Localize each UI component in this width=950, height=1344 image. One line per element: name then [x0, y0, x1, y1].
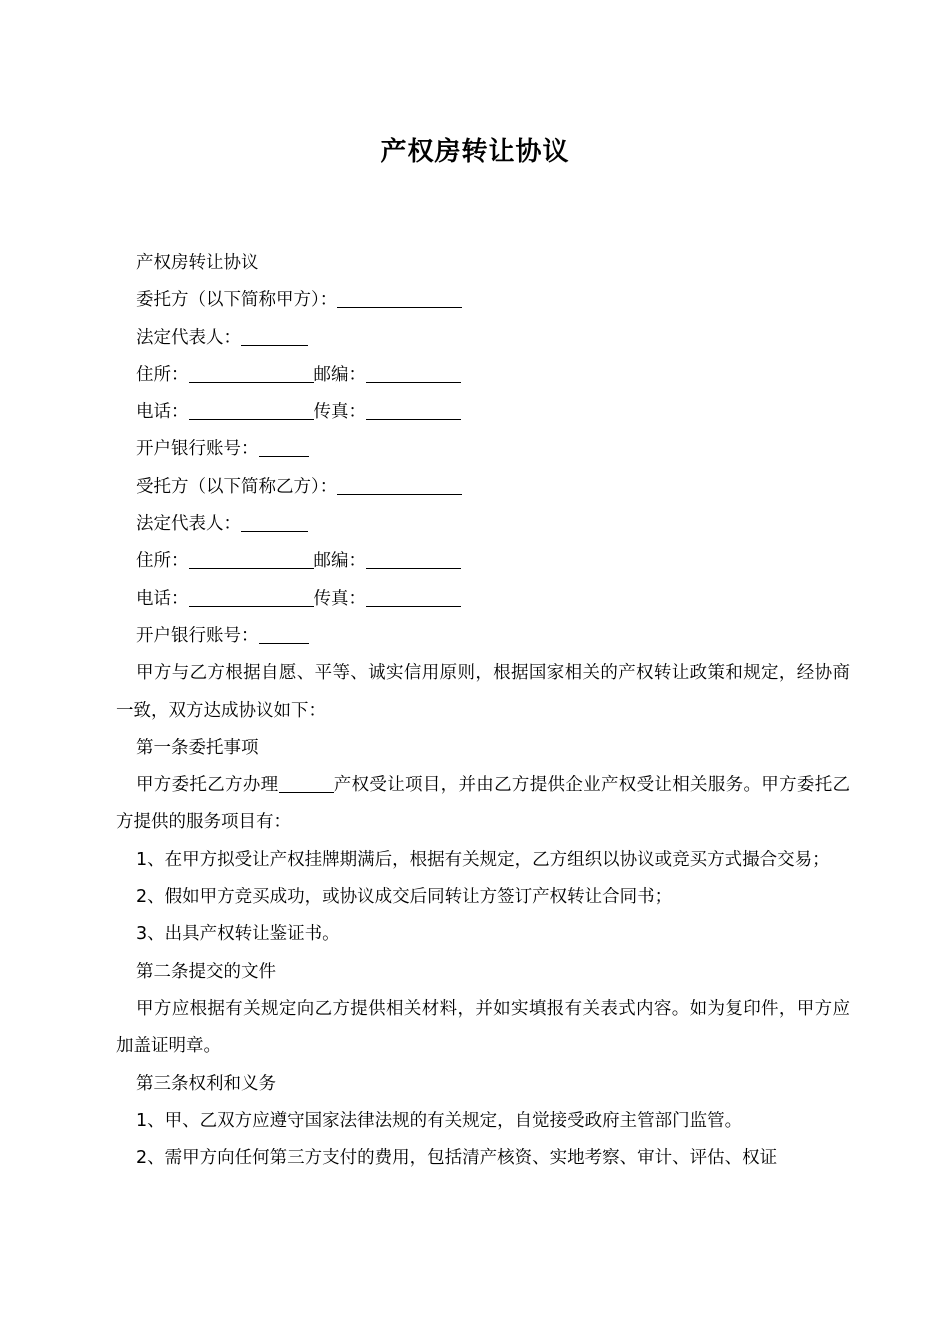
article-3-item-2: 2、需甲方向任何第三方支付的费用，包括清产核资、实地考察、审计、评估、权证: [136, 1148, 778, 1169]
party-a-address-label: 住所：: [136, 364, 189, 385]
party-b-postcode-blank: [366, 548, 461, 569]
party-a-rep-line: [116, 320, 850, 357]
party-a-postcode-label: 邮编：: [313, 364, 366, 385]
party-b-address-line: [116, 543, 850, 580]
article-2-heading: 第二条提交的文件: [136, 961, 276, 982]
article-1-text-before: 甲方委托乙方办理: [136, 775, 279, 796]
party-b-name-blank: [337, 474, 462, 495]
party-b-phone-blank: [189, 586, 314, 607]
party-b-phone-line: [116, 581, 850, 618]
party-a-bank-blank: [259, 436, 309, 457]
preamble-paragraph: 甲方与乙方根据自愿、平等、诚实信用原则，根据国家相关的产权转让政策和规定，经协商一致，双方达成协议如下：: [116, 663, 850, 721]
party-a-postcode-blank: [366, 362, 461, 383]
party-a-bank-label: 开户银行账号：: [136, 439, 259, 460]
party-b-intro-line: [116, 469, 850, 506]
party-a-fax-label: 传真：: [313, 402, 366, 423]
party-b-fax-label: 传真：: [313, 588, 366, 609]
party-b-rep-blank: [241, 511, 308, 532]
party-b-fax-blank: [366, 586, 461, 607]
party-a-address-blank: [189, 362, 314, 383]
party-b-bank-blank: [259, 623, 309, 644]
party-a-fax-blank: [366, 399, 461, 420]
article-1-paragraph: [116, 767, 850, 842]
article-1-heading: 第一条委托事项: [136, 737, 259, 758]
party-b-intro-label: 受托方（以下简称乙方）：: [136, 476, 338, 497]
party-a-intro-label: 委托方（以下简称甲方）：: [136, 290, 338, 311]
document-title: 产权房转让协议: [380, 137, 570, 167]
article-1-item-1: 1、在甲方拟受让产权挂牌期满后，根据有关规定，乙方组织以协议或竞买方式撮合交易；: [136, 849, 830, 870]
party-b-phone-label: 电话：: [136, 588, 189, 609]
article-2-paragraph: 甲方应根据有关规定向乙方提供相关材料，并如实填报有关表式内容。如为复印件，甲方应加盖证明章。: [116, 998, 850, 1057]
party-a-rep-blank: [241, 325, 308, 346]
document-heading: 产权房转让协议: [136, 253, 259, 273]
party-a-phone-label: 电话：: [136, 402, 189, 423]
article-1-text-after: 产权受让项目，并由乙方提供企业产权受让相关服务。甲方委托乙方提供的服务项目有：: [116, 775, 851, 833]
party-b-postcode-label: 邮编：: [313, 551, 366, 572]
party-b-bank-label: 开户银行账号：: [136, 625, 259, 646]
party-a-rep-label: 法定代表人：: [136, 327, 241, 348]
party-b-rep-line: [116, 506, 850, 543]
party-b-rep-label: 法定代表人：: [136, 514, 241, 535]
article-3-item-1: 1、甲、乙双方应遵守国家法律法规的有关规定，自觉接受政府主管部门监管。: [136, 1110, 743, 1131]
party-a-intro-line: [116, 282, 850, 319]
document-body: [116, 245, 850, 1177]
article-1-item-2: 2、假如甲方竞买成功，或协议成交后同转让方签订产权转让合同书；: [136, 887, 673, 908]
party-b-bank-line: [116, 618, 850, 655]
party-a-phone-line: [116, 394, 850, 431]
article-3-heading: 第三条权利和义务: [136, 1073, 276, 1094]
party-a-phone-blank: [189, 399, 314, 420]
party-a-bank-line: [116, 431, 850, 468]
party-b-address-blank: [189, 548, 314, 569]
party-a-name-blank: [337, 287, 462, 308]
party-a-address-line: [116, 357, 850, 394]
party-b-address-label: 住所：: [136, 551, 189, 572]
article-1-item-3: 3、出具产权转让鉴证书。: [136, 924, 340, 945]
project-name-blank: [279, 772, 334, 793]
